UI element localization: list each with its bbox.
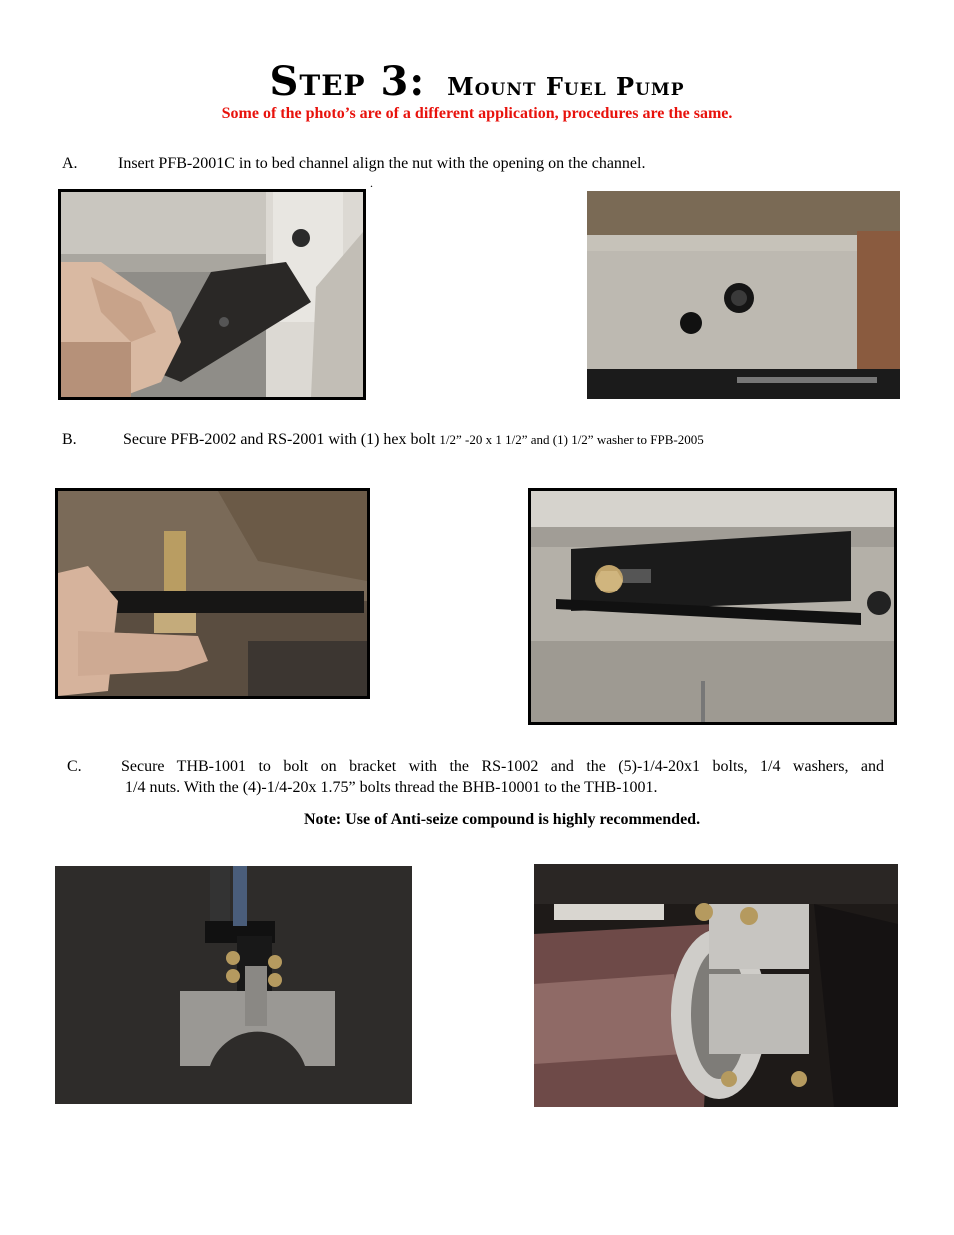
title-step: Step 3: xyxy=(269,58,426,105)
step-b-text: Secure PFB-2002 and RS-2001 with (1) hex bolt xyxy=(123,431,436,448)
subtitle-note: Some of the photo’s are of a different application, procedures are the same. xyxy=(221,105,733,122)
stray-mark: . xyxy=(370,176,373,190)
photo-c1-saddle-clamp-assembly xyxy=(55,866,412,1104)
step-a-text: Insert PFB-2001C in to bed channel align the nut with the opening on the channel. xyxy=(118,155,646,172)
step-a-label: A. xyxy=(62,155,78,172)
photo-a2-channel-nut-opening xyxy=(587,191,900,399)
step-b-label: B. xyxy=(62,431,77,448)
title-name: Mount Fuel Pump xyxy=(447,72,685,101)
step-c-label: C. xyxy=(67,758,82,775)
step-b-detail: 1/2” -20 x 1 1/2” and (1) 1/2” washer to FPB-2005 xyxy=(439,432,704,447)
step-c-line2: 1/4 nuts. With the (4)-1/4-20x 1.75” bolts thread the BHB-10001 to the THB-1001. xyxy=(125,779,658,796)
step-b-line xyxy=(123,431,704,449)
photo-a1-hand-inserting-bracket xyxy=(58,189,366,400)
photo-b2-bracket-mounted-in-channel xyxy=(528,488,897,725)
photo-c2-clamp-on-tube xyxy=(534,864,898,1107)
photo-b1-bolt-through-plate xyxy=(55,488,370,699)
note-anti-seize: Note: Use of Anti-seize compound is highly recommended. xyxy=(303,811,701,828)
page-title xyxy=(0,58,954,105)
step-c-line1: Secure THB-1001 to bolt on bracket with the RS-1002 and the (5)-1/4-20x1 bolts, 1/4 washers, and xyxy=(121,758,884,775)
